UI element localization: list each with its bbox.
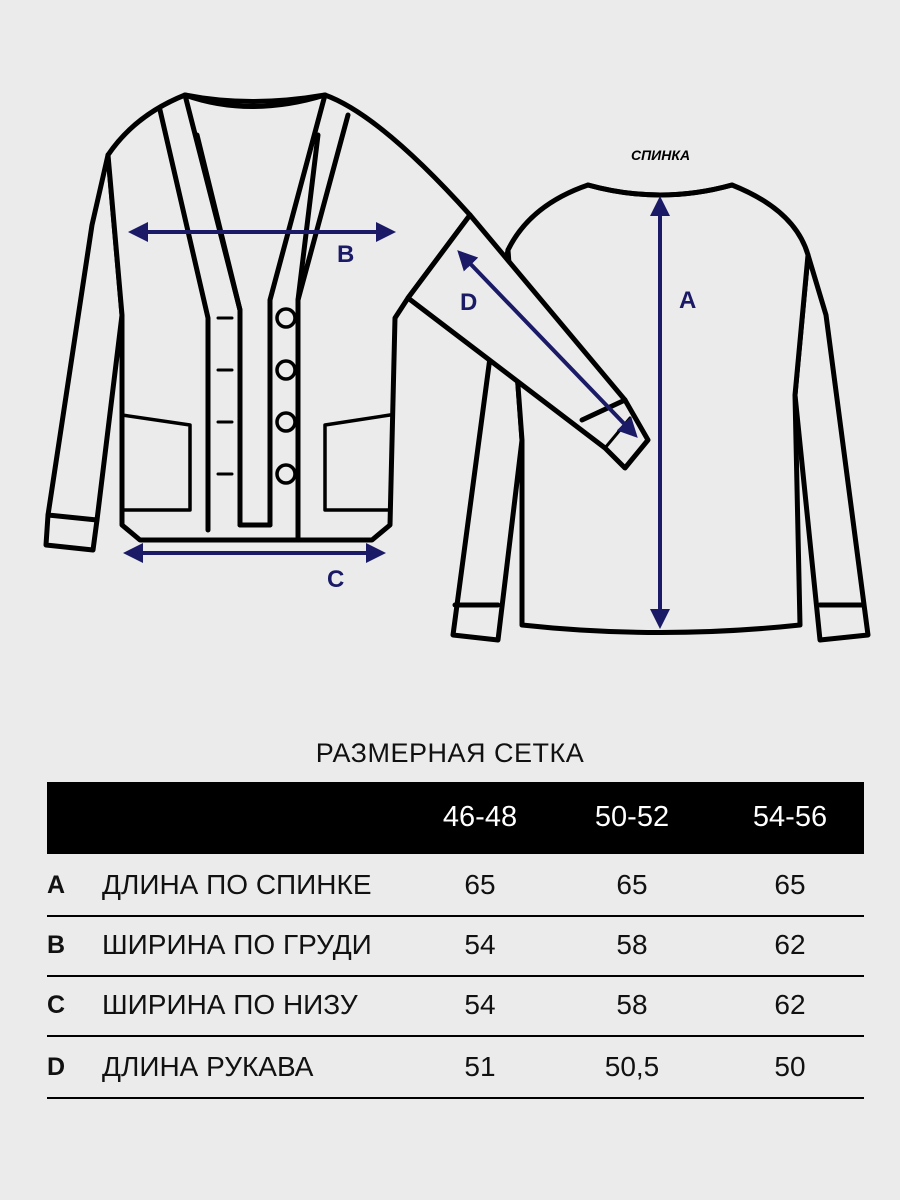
- size-header-1: 46-48: [442, 801, 518, 833]
- row-value: 54: [464, 989, 496, 1020]
- table-row: [47, 915, 864, 977]
- row-value: 65: [774, 869, 806, 900]
- front-view: [46, 95, 470, 550]
- size-header-3: 54-56: [752, 801, 828, 833]
- row-value: 62: [774, 989, 806, 1020]
- table-row: [47, 1037, 864, 1099]
- row-label: ШИРИНА ПО ГРУДИ: [102, 929, 372, 960]
- size-chart-title: РАЗМЕРНАЯ СЕТКА: [315, 738, 585, 768]
- row-label: ДЛИНА РУКАВА: [102, 1051, 314, 1082]
- row-label: ДЛИНА ПО СПИНКЕ: [102, 869, 372, 900]
- row-value: 54: [464, 929, 496, 960]
- row-value: 50,5: [604, 1051, 660, 1082]
- row-value: 51: [464, 1051, 496, 1082]
- size-header-2: 50-52: [594, 801, 670, 833]
- front-body: [108, 95, 470, 540]
- size-header: [47, 782, 864, 854]
- row-letter: B: [47, 931, 66, 959]
- row-value: 62: [774, 929, 806, 960]
- table-row: [47, 975, 864, 1037]
- row-label: ШИРИНА ПО НИЗУ: [102, 989, 358, 1020]
- label-c: C: [327, 566, 345, 593]
- back-label: СПИНКА: [631, 147, 691, 163]
- row-value: 58: [616, 929, 648, 960]
- row-value: 65: [464, 869, 496, 900]
- label-a: A: [679, 287, 697, 314]
- row-letter: A: [47, 871, 66, 899]
- row-value: 65: [616, 869, 648, 900]
- table-row: [47, 855, 864, 917]
- label-b: B: [337, 241, 355, 268]
- back-right-sleeve: [795, 255, 868, 640]
- label-d: D: [460, 289, 478, 316]
- row-letter: C: [47, 991, 66, 1019]
- row-letter: D: [47, 1053, 66, 1081]
- row-value: 58: [616, 989, 648, 1020]
- row-value: 50: [774, 1051, 806, 1082]
